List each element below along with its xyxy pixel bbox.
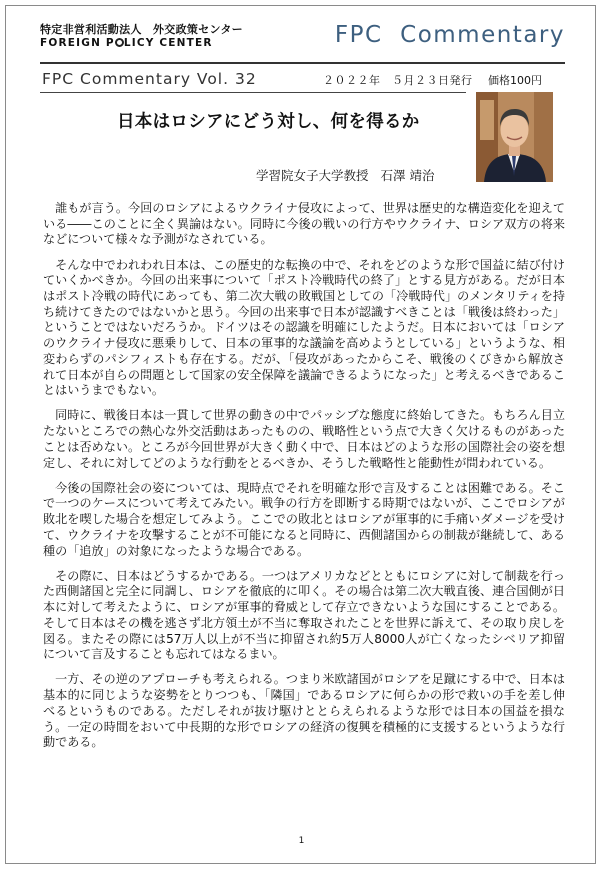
organization-name-en: [40, 37, 213, 49]
body-paragraph-5: その際に、日本はどうするかである。一つはアメリカなどとともにロシアに対して制裁を行った西側諸国と完全に同調し、ロシアを徹底的に叩く。その場合は第二次大戦直後、連合国側が日本に対して考えたように、ロシアが軍事的脅威として存立できないような国にすることである。そして日本はその機を逃さず北方領土が不当に奪取されたことを世界に訴えて、その取り戻しを図る。またその際には57万人以上が不当に抑留され約5万人8000人が亡くなったシベリア抑留について言及することも忘れてはなるまい。: [43, 568, 565, 662]
header-divider: [40, 62, 565, 64]
body-paragraph-2: そんな中でわれわれ日本は、この歴史的な転換の中で、それをどのような形で国益に結び付けていくかべきか。今回の出来事について「ポスト冷戦時代の終了」とする見方がある。だが日本はポスト冷戦の時代にあっても、第二次大戦の敗戦国としての「冷戦時代」のメンタリティを持ち続けてきたのではないかと思う。今回の出来事で日本が認識すべきことは「戦後は終わった」ということではないだろうか。ドイツはその認識を明確にしたようだ。日本においては「ロシアのウクライナ侵攻に悪乗りして、日本の軍事的な議論を高めようとしている」というような、相変わらずのパシフィストも存在する。だが、「侵攻があったからこそ、戦後のくびきから解放されて日本が自らの問題として国家の安全保障を議論できるようになった」と考えるべきであることはいうまでもない。: [43, 257, 565, 398]
author-photo: [476, 92, 553, 182]
organization-name-jp: 特定非営利活動法人 外交政策センター: [40, 23, 243, 36]
author-name: 石澤 靖治: [380, 168, 435, 183]
article-body: [43, 201, 565, 761]
body-paragraph-1: 誰もが言う。今回のロシアによるウクライナ侵攻によって、世界は歴史的な構造変化を迎えている――このことに全く異論はない。同時に今後の戦いの行方やウクライナ、ロシア双方の将来などについて様々な予測がなされている。: [43, 201, 565, 247]
org-en-part-1: FOREIGN P: [40, 37, 115, 49]
subheader-divider: [40, 92, 466, 93]
body-paragraph-6: 一方、その逆のアプローチも考えられる。つまり米欧諸国がロシアを足蹴にする中で、日本は基本的に同じような姿勢をとりつつも、「隣国」であるロシアに何らかの形で救いの手を差し伸べるというものである。ただしそれが抜け駆けととらえられるような形では日本の国益を損なう。一定の時間をおいて中長期的な形でロシアの経済の復興を積極的に支援するというような行動である。: [43, 672, 565, 750]
issue-date: ２０２２年 ５月２３日発行: [323, 74, 473, 87]
body-paragraph-4: 今後の国際社会の姿については、現時点でそれを明確な形で言及することは困難である。そこで一つのケースについて考えてみたい。戦争の行方を即断する時期ではないが、ここでロシアが敗北を喫した場合を想定してみよう。ここでの敗北とはロシアが軍事的に手痛いダメージを受けて、ウクライナを攻撃することが不可能になると同時に、西側諸国からの制裁が継続して、ある種の「追放」の対象になったような場合である。: [43, 480, 565, 558]
publication-brand: FPC Commentary: [334, 22, 565, 48]
body-paragraph-3: 同時に、戦後日本は一貫して世界の動きの中でパッシブな態度に終始してきた。もちろん目立たないところでの熱心な外交活動はあったものの、戦略性という点で大きく欠けるものがあったことは否めない。ところが今回世界が大きく動く中で、日本はどのような形の国際社会の姿を想定し、それに対してどのような行動をとるべきか、そうした戦略性と能動性が問われている。: [43, 408, 565, 470]
volume-label: FPC Commentary Vol. 32: [42, 70, 257, 88]
article-title: 日本はロシアにどう対し、何を得るか: [117, 112, 420, 132]
org-en-part-2: LICY CENTER: [123, 37, 213, 49]
logo-o-ring-icon: [115, 38, 124, 47]
issue-price: 価格100円: [488, 74, 542, 87]
page-number: 1: [298, 836, 305, 846]
author-line: [256, 166, 435, 184]
author-portrait-image: [476, 92, 553, 182]
author-affiliation: 学習院女子大学教授: [256, 168, 369, 183]
